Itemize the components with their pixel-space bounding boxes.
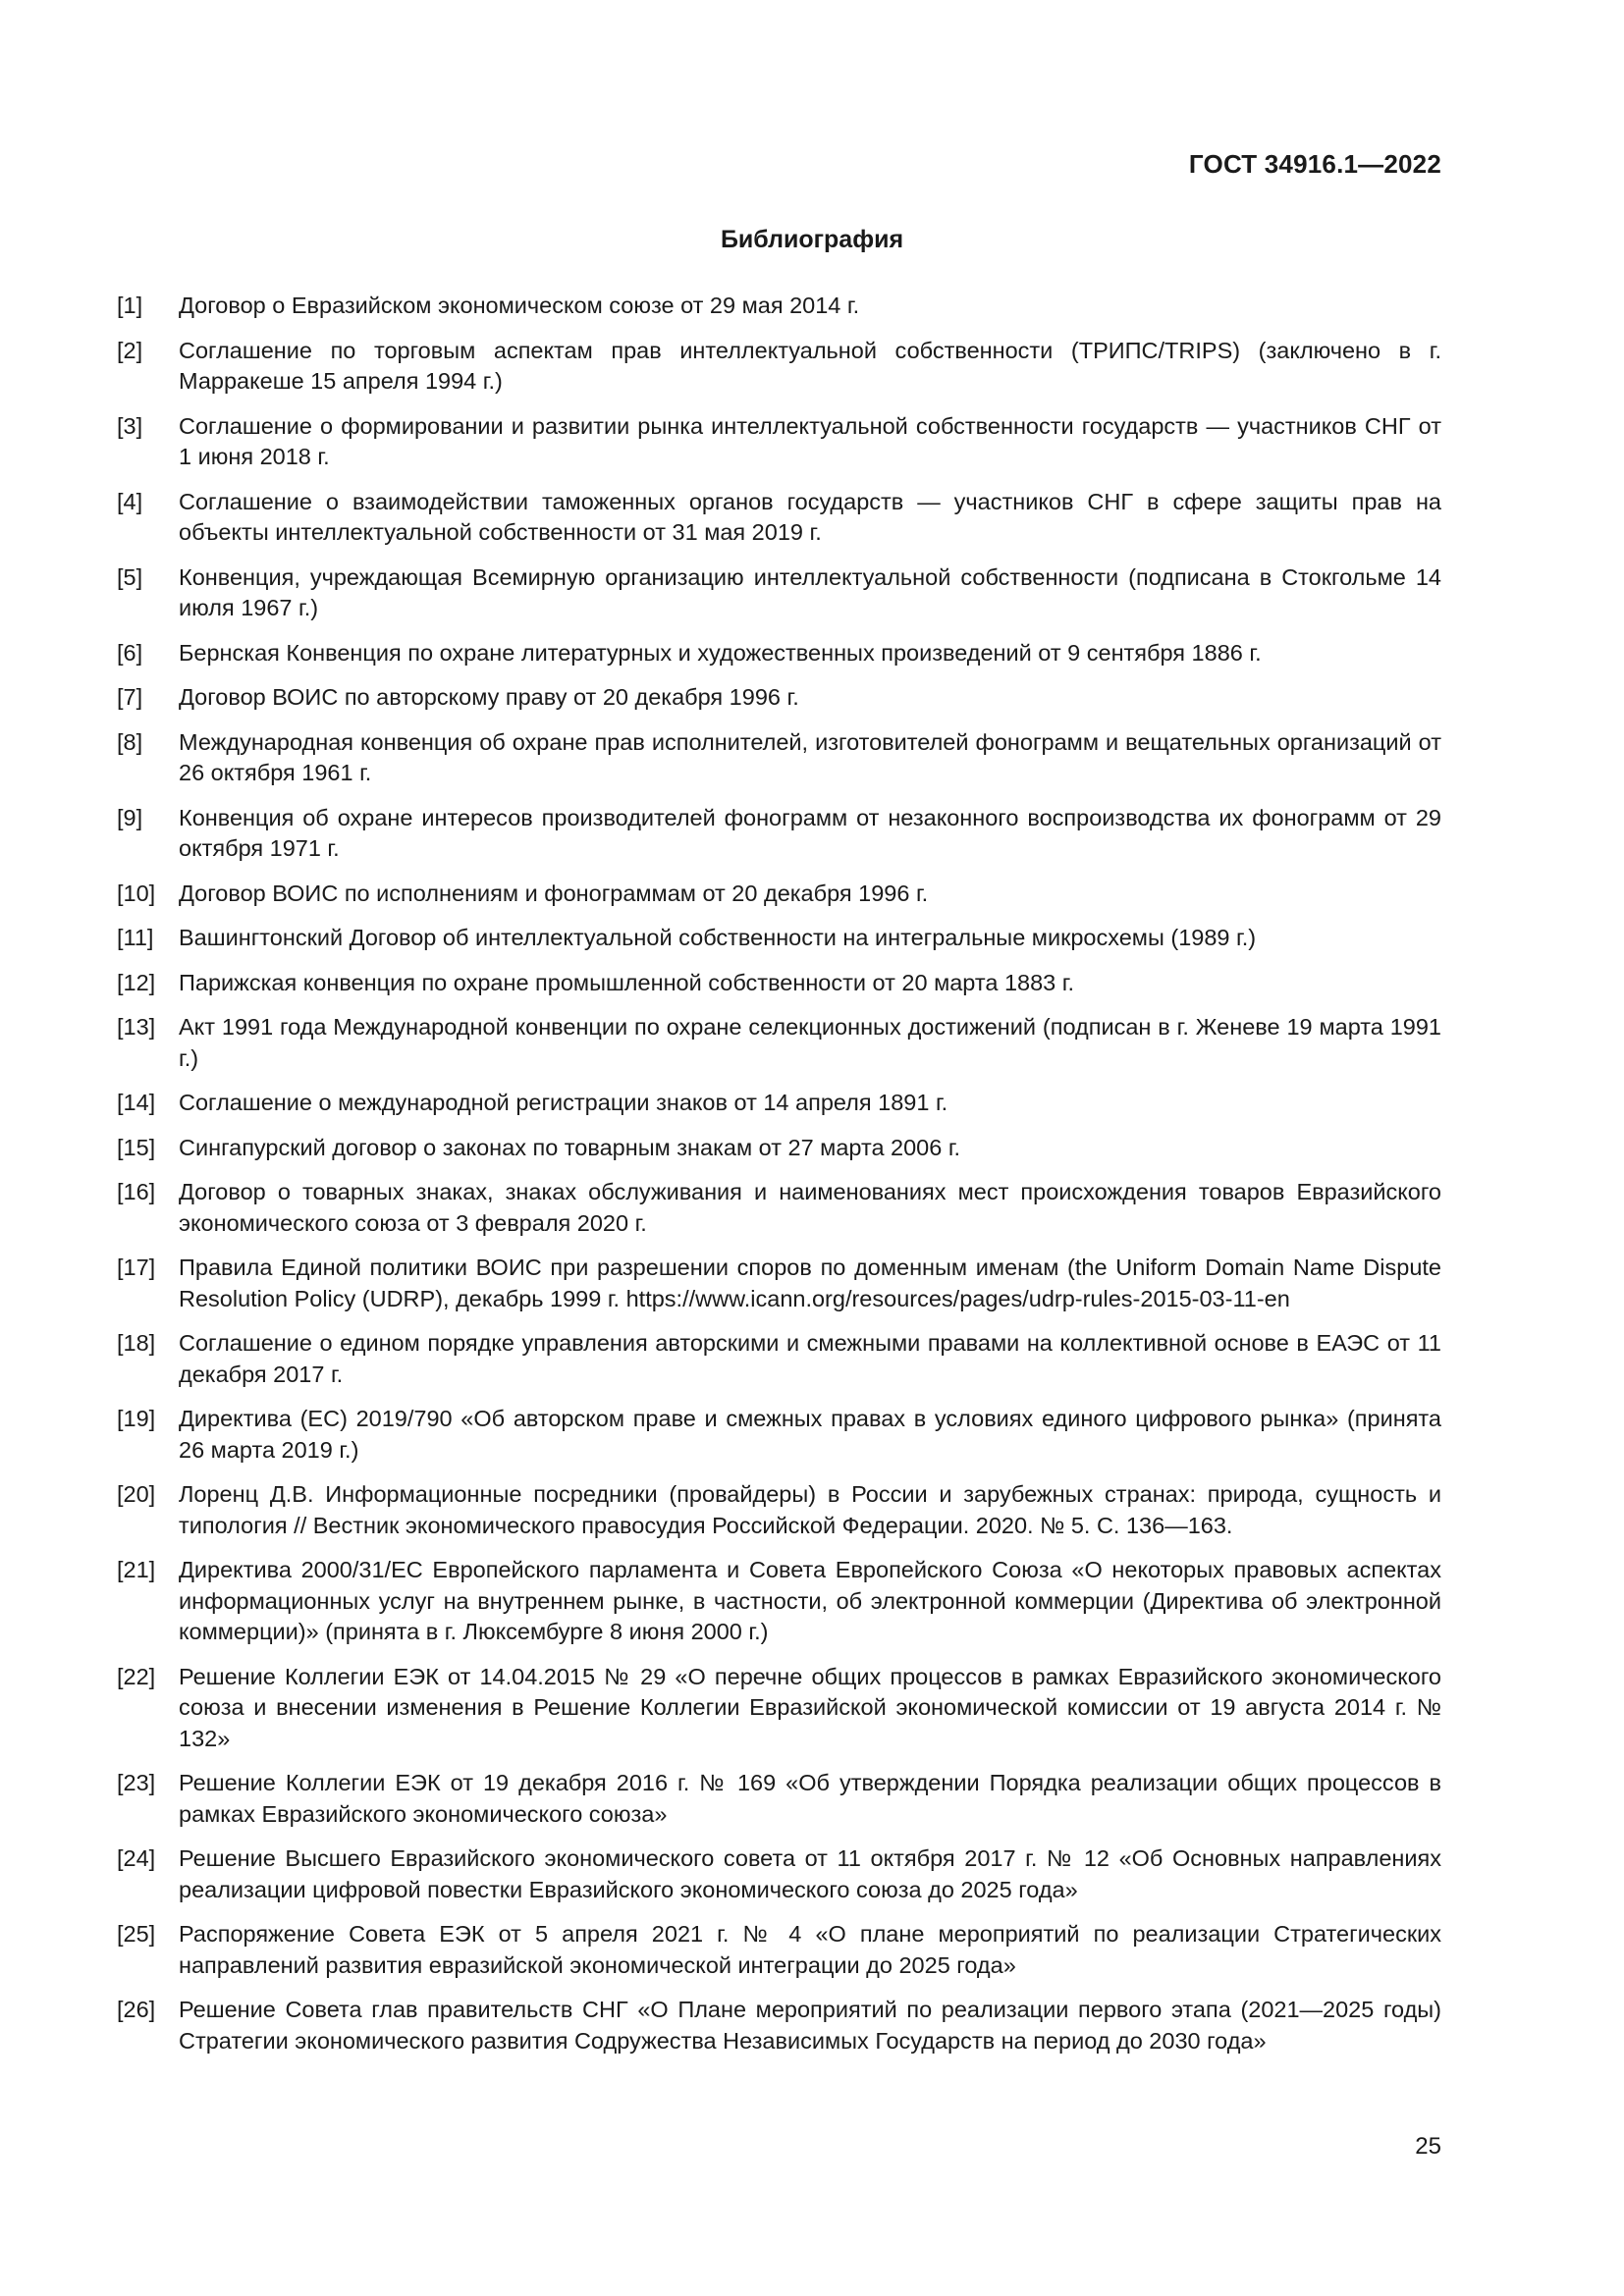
entry-text: Решение Коллегии ЕЭК от 19 декабря 2016 г. № 169 «Об утверждении Порядка реализации общих процессов в рамках Евразийского экономического союза» (179, 1770, 1441, 1827)
bibliography-entry (117, 682, 1441, 714)
bibliography-entry (117, 727, 1441, 789)
entry-number: [13] (117, 1014, 156, 1040)
bibliography-entry (117, 879, 1441, 910)
entry-number: [12] (117, 969, 156, 995)
bibliography-entry (117, 803, 1441, 865)
entry-text: Правила Единой политики ВОИС при разрешении споров по доменным именам (the Uniform Domain Name Dispute Resolution Policy (UDRP), декабрь 1999 г. https://www.icann.org/resources/pages/udrp-rules-2015-03-11-en (179, 1255, 1441, 1311)
entry-number: [15] (117, 1134, 156, 1160)
entry-text: Договор ВОИС по авторскому праву от 20 декабря 1996 г. (179, 684, 799, 710)
entry-number: [2] (117, 337, 143, 363)
bibliography-entry (117, 1012, 1441, 1074)
entry-text: Соглашение о едином порядке управления авторскими и смежными правами на коллективной основе в ЕАЭС от 11 декабря 2017 г. (179, 1330, 1441, 1387)
bibliography-list (117, 291, 1441, 2070)
bibliography-entry (117, 968, 1441, 999)
bibliography-entry (117, 487, 1441, 549)
entry-text: Решение Высшего Евразийского экономического совета от 11 октября 2017 г. № 12 «Об Основных направлениях реализации цифровой повестки Евразийского экономического союза до 2025 года» (179, 1845, 1441, 1902)
entry-text: Решение Совета глав правительств СНГ «О Плане мероприятий по реализации первого этапа (2021—2025 годы) Стратегии экономического развития Содружества Независимых Государств на период до 2030 года» (179, 1997, 1441, 2054)
entry-number: [23] (117, 1770, 156, 1795)
entry-number: [25] (117, 1921, 156, 1947)
bibliography-entry (117, 1253, 1441, 1314)
bibliography-entry (117, 1328, 1441, 1390)
document-code: ГОСТ 34916.1—2022 (1188, 149, 1441, 179)
entry-text: Вашингтонский Договор об интеллектуальной собственности на интегральные микросхемы (1989 г.) (179, 925, 1257, 950)
entry-text: Конвенция, учреждающая Всемирную организацию интеллектуальной собственности (подписана в Стокгольме 14 июля 1967 г.) (179, 563, 1441, 620)
entry-text: Соглашение о взаимодействии таможенных органов государств — участников СНГ в сфере защиты прав на объекты интеллектуальной собственности от 31 мая 2019 г. (179, 488, 1441, 545)
bibliography-entry (117, 1768, 1441, 1830)
entry-text: Договор о Евразийском экономическом союзе от 29 мая 2014 г. (179, 293, 860, 318)
entry-number: [1] (117, 293, 143, 318)
entry-number: [19] (117, 1406, 156, 1431)
entry-text: Конвенция об охране интересов производителей фонограмм от незаконного воспроизводства их фонограмм от 29 октября 1971 г. (179, 804, 1441, 861)
entry-number: [16] (117, 1179, 156, 1204)
entry-number: [18] (117, 1330, 156, 1356)
entry-text: Соглашение по торговым аспектам прав интеллектуальной собственности (ТРИПС/TRIPS) (заключено в г. Марракеше 15 апреля 1994 г.) (179, 337, 1441, 394)
entry-text: Акт 1991 года Международной конвенции по охране селекционных достижений (подписан в г. Женеве 19 марта 1991 г.) (179, 1014, 1441, 1071)
bibliography-entry (117, 1404, 1441, 1466)
bibliography-entry (117, 336, 1441, 398)
entry-text: Сингапурский договор о законах по товарным знакам от 27 марта 2006 г. (179, 1134, 961, 1160)
entry-number: [7] (117, 684, 143, 710)
bibliography-entry (117, 1177, 1441, 1239)
bibliography-entry (117, 291, 1441, 322)
entry-text: Бернская Конвенция по охране литературных и художественных произведений от 9 сентября 1886 г. (179, 639, 1262, 666)
entry-text: Решение Коллегии ЕЭК от 14.04.2015 № 29 «О перечне общих процессов в рамках Евразийского экономического союза и внесении изменения в Решение Коллегии Евразийской экономической комиссии от 19 августа 2014 г. № 132» (179, 1663, 1441, 1751)
entry-number: [22] (117, 1663, 156, 1689)
entry-number: [17] (117, 1255, 156, 1280)
entry-number: [26] (117, 1997, 156, 2022)
entry-number: [24] (117, 1845, 156, 1871)
bibliography-entry (117, 1662, 1441, 1755)
entry-number: [11] (117, 925, 154, 950)
bibliography-entry (117, 1995, 1441, 2056)
entry-number: [20] (117, 1481, 156, 1507)
entry-text: Соглашение о формировании и развитии рынка интеллектуальной собственности государств — участников СНГ от 1 июня 2018 г. (179, 412, 1441, 469)
entry-text: Директива 2000/31/ЕС Европейского парламента и Совета Европейского Союза «О некоторых правовых аспектах информационных услуг на внутреннем рынке, в частности, об электронной коммерции (Директива об электронной коммерции)» (принята в г. Люксембурге 8 июня 2000 г.) (179, 1557, 1441, 1644)
entry-text: Договор ВОИС по исполнениям и фонограммам от 20 декабря 1996 г. (179, 880, 929, 906)
page-number: 25 (1415, 2133, 1441, 2160)
bibliography-entry (117, 923, 1441, 954)
entry-number: [14] (117, 1090, 156, 1115)
entry-number: [6] (117, 639, 143, 666)
entry-text: Распоряжение Совета ЕЭК от 5 апреля 2021 г. № 4 «О плане мероприятий по реализации Стратегических направлений развития евразийской экономической интеграции до 2025 года» (179, 1921, 1441, 1978)
entry-text: Директива (ЕС) 2019/790 «Об авторском праве и смежных правах в условиях единого цифрового рынка» (принята 26 марта 2019 г.) (179, 1406, 1441, 1463)
page-title: Библиография (720, 226, 904, 253)
entry-text: Соглашение о международной регистрации знаков от 14 апреля 1891 г. (179, 1090, 948, 1115)
entry-number: [21] (117, 1557, 156, 1582)
entry-number: [8] (117, 728, 143, 755)
bibliography-entry (117, 1555, 1441, 1648)
entry-number: [3] (117, 412, 143, 439)
bibliography-entry (117, 638, 1441, 669)
bibliography-entry (117, 1088, 1441, 1119)
entry-text: Парижская конвенция по охране промышленной собственности от 20 марта 1883 г. (179, 969, 1074, 995)
bibliography-entry (117, 411, 1441, 473)
bibliography-entry (117, 1479, 1441, 1541)
entry-number: [4] (117, 488, 143, 514)
entry-number: [9] (117, 804, 143, 830)
entry-text: Лоренц Д.В. Информационные посредники (провайдеры) в России и зарубежных странах: природа, сущность и типология // Вестник экономического правосудия Российской Федерации. 2020. № 5. С. 136—163. (179, 1481, 1441, 1538)
bibliography-entry (117, 1133, 1441, 1164)
bibliography-entry (117, 562, 1441, 624)
entry-number: [5] (117, 563, 143, 590)
entry-text: Договор о товарных знаках, знаках обслуживания и наименованиях мест происхождения товаров Евразийского экономического союза от 3 февраля 2020 г. (179, 1179, 1441, 1236)
bibliography-entry (117, 1919, 1441, 1981)
bibliography-entry (117, 1843, 1441, 1905)
entry-text: Международная конвенция об охране прав исполнителей, изготовителей фонограмм и вещательных организаций от 26 октября 1961 г. (179, 728, 1441, 785)
entry-number: [10] (117, 880, 156, 906)
